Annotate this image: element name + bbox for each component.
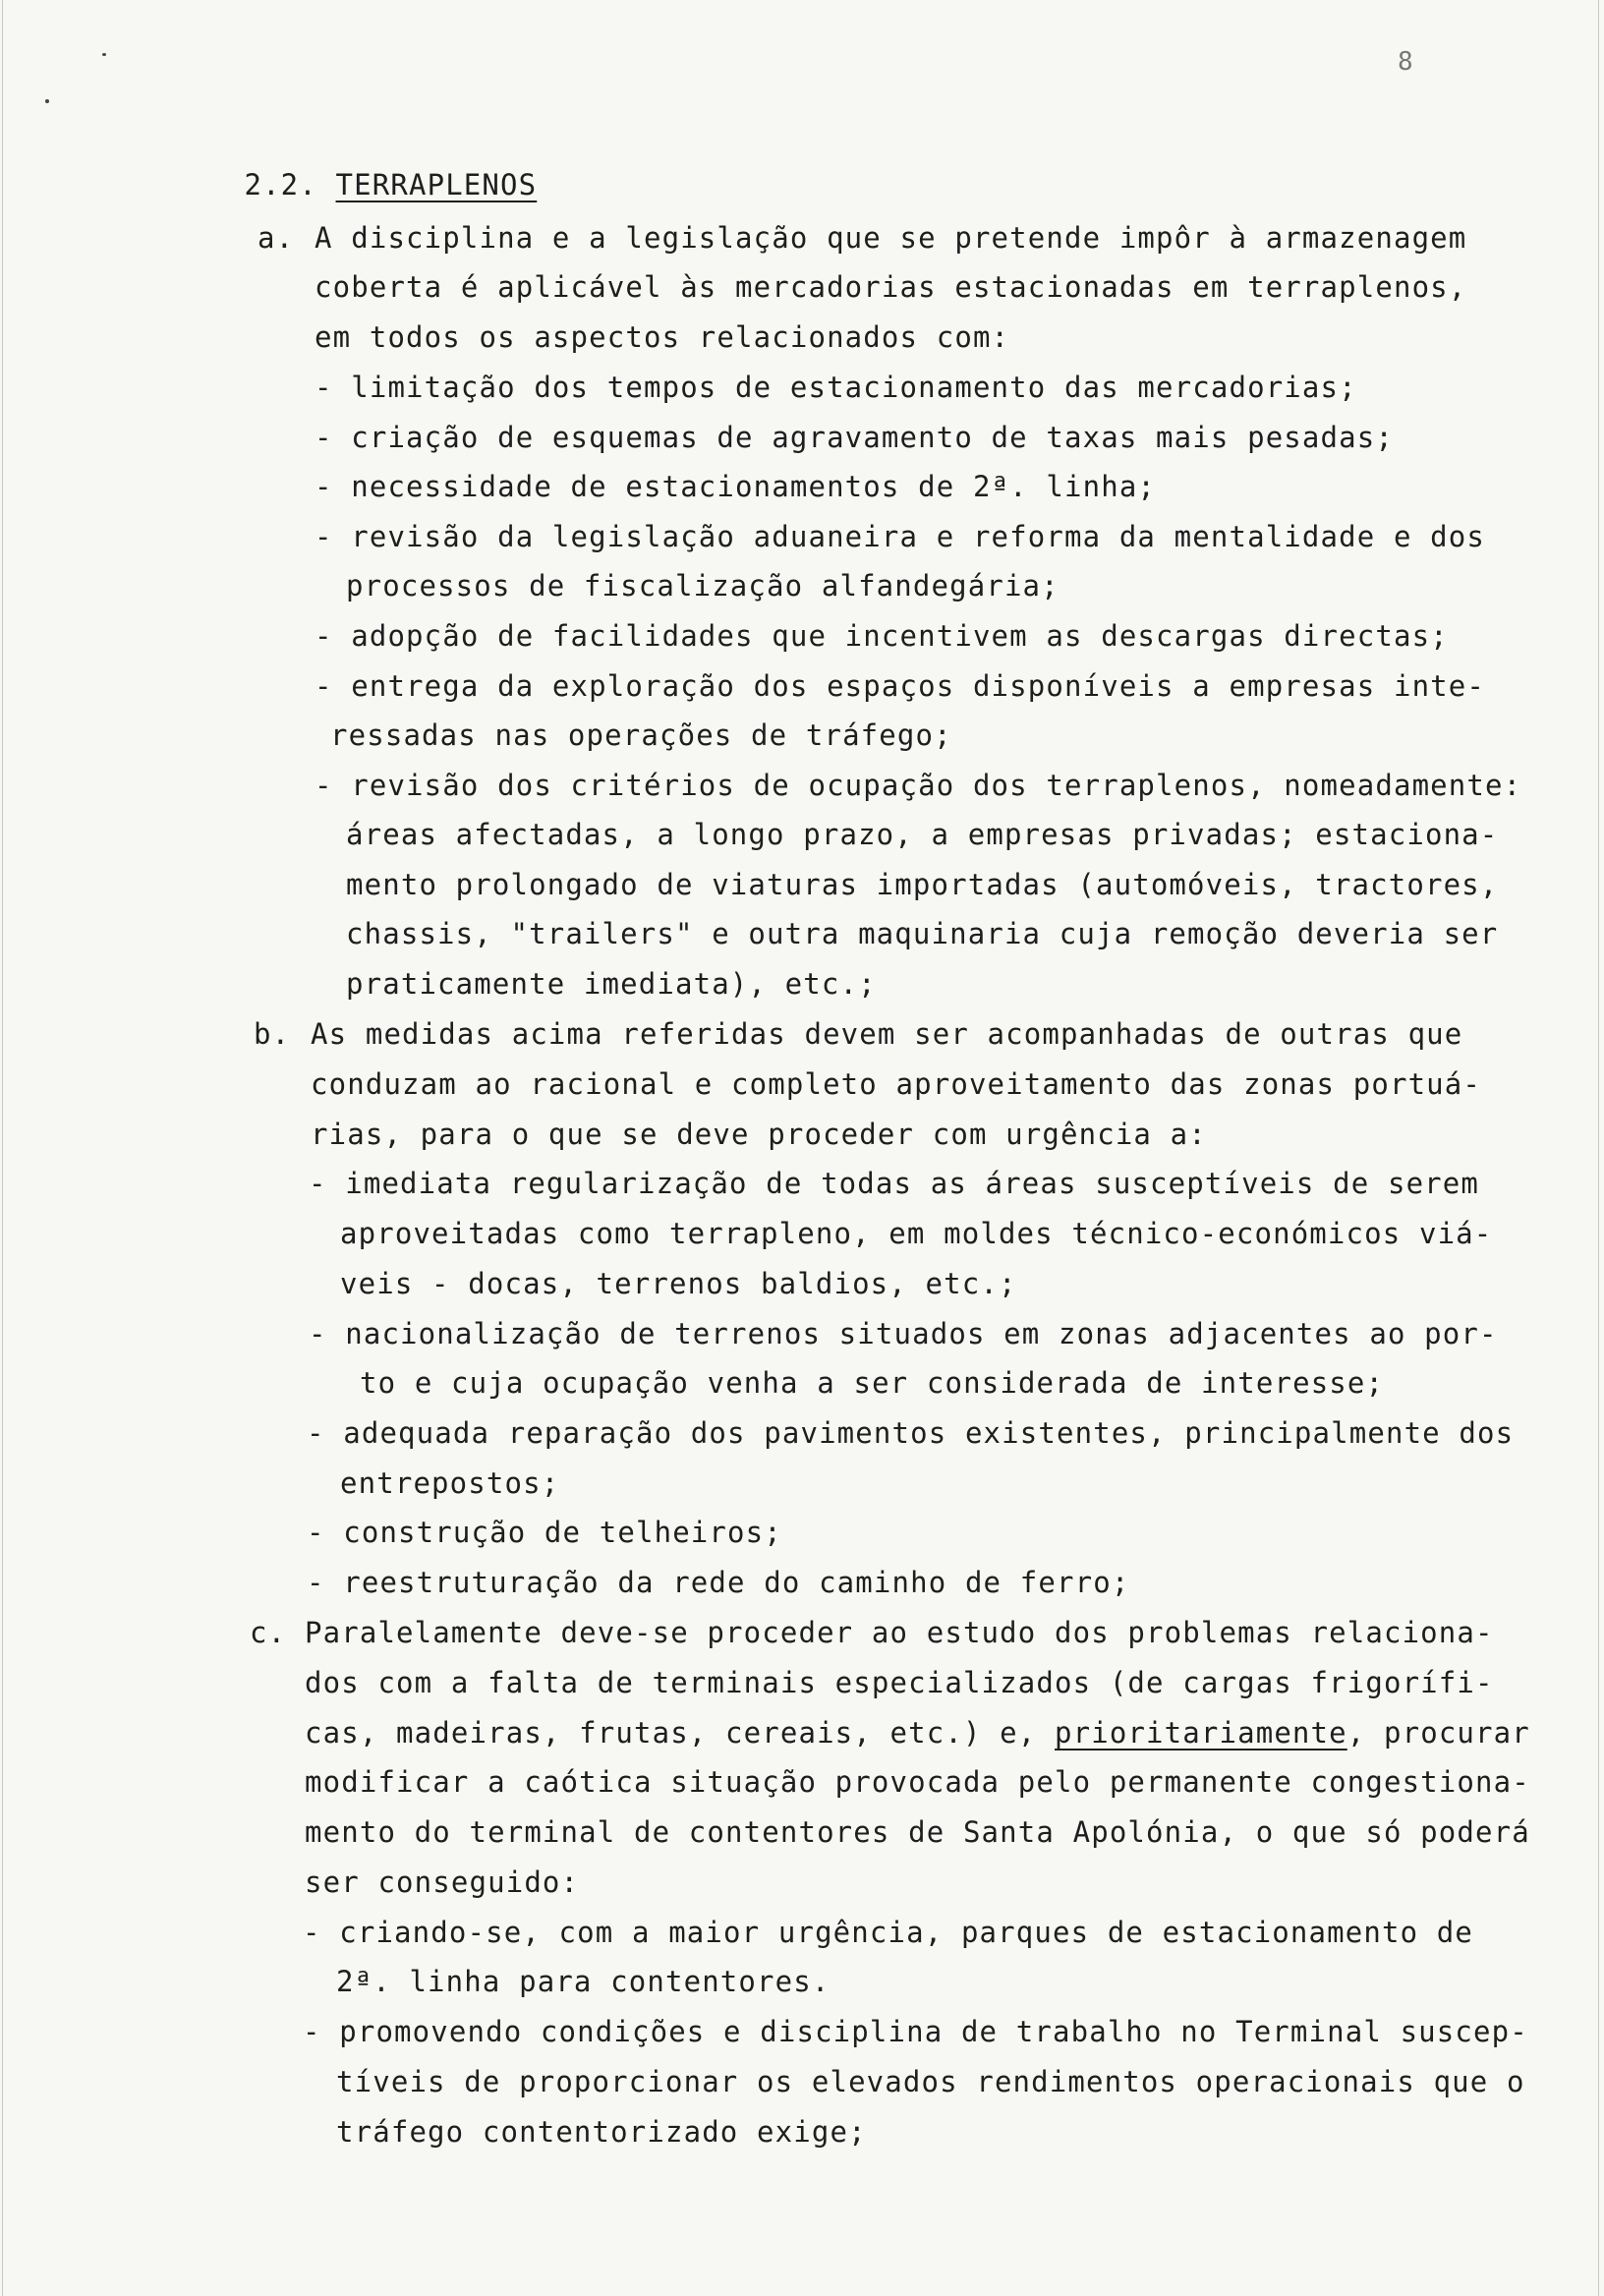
list-item-a6: - entrega da exploração dos espaços disponíveis a empresas inte- [315, 669, 1486, 703]
paragraph-c-intro-line: ser conseguido: [305, 1866, 580, 1899]
section-title: TERRAPLENOS [335, 168, 538, 201]
paragraph-c-intro-line: modificar a caótica situação provocada pelo permanente congestiona- [305, 1765, 1530, 1799]
list-item-b4: - construção de telheiros; [307, 1516, 782, 1549]
scan-speck [102, 53, 106, 56]
list-item-b1-cont: aproveitadas como terrapleno, em moldes técnico-económicos viá- [340, 1217, 1493, 1250]
list-item-a4: - revisão da legislação aduaneira e reforma da mentalidade e dos [315, 520, 1486, 553]
paragraph-c-text: , procurar [1346, 1716, 1530, 1750]
page-number: 8 [1398, 47, 1413, 77]
list-item-a6-cont: ressadas nas operações de tráfego; [330, 718, 952, 752]
paragraph-b-marker: b. [254, 1017, 291, 1051]
list-item-c1: - criando-se, com a maior urgência, parques de estacionamento de [303, 1916, 1474, 1949]
paragraph-c-intro-line [305, 1716, 1530, 1750]
list-item-b2-cont: to e cuja ocupação venha a ser considerada de interesse; [360, 1366, 1385, 1400]
list-item-a5: - adopção de facilidades que incentivem as descargas directas; [315, 619, 1449, 653]
paragraph-c-text: cas, madeiras, frutas, cereais, etc.) e, [305, 1716, 1055, 1750]
list-item-b3-cont: entrepostos; [340, 1466, 560, 1500]
underlined-word: prioritariamente [1055, 1716, 1347, 1750]
list-item-c2-cont: tíveis de proporcionar os elevados rendimentos operacionais que o [336, 2065, 1525, 2098]
list-item-b1: - imediata regularização de todas as áreas susceptíveis de serem [309, 1167, 1480, 1200]
list-item-a7: - revisão dos critérios de ocupação dos terraplenos, nomeadamente: [315, 769, 1522, 802]
list-item-c1-cont: 2ª. linha para contentores. [336, 1965, 831, 1998]
paragraph-b-intro-line: As medidas acima referidas devem ser acompanhadas de outras que [311, 1017, 1463, 1051]
list-item-c2-cont: tráfego contentorizado exige; [336, 2115, 867, 2149]
paragraph-c-intro-line: dos com a falta de terminais especializados (de cargas frigorífi- [305, 1666, 1494, 1699]
paragraph-c-intro-line: mento do terminal de contentores de Santa Apolónia, o que só poderá [305, 1815, 1530, 1849]
list-item-b5: - reestruturação da rede do caminho de ferro; [307, 1566, 1130, 1599]
list-item-a4-cont: processos de fiscalização alfandegária; [346, 569, 1060, 603]
left-page-edge [2, 0, 3, 2296]
list-item-b2: - nacionalização de terrenos situados em zonas adjacentes ao por- [309, 1317, 1498, 1350]
section-heading [171, 135, 537, 235]
paragraph-a-intro-line: A disciplina e a legislação que se pretende impôr à armazenagem [315, 221, 1467, 255]
list-item-c2: - promovendo condições e disciplina de trabalho no Terminal suscep- [303, 2015, 1528, 2048]
paragraph-b-intro-line: rias, para o que se deve proceder com urgência a: [311, 1118, 1207, 1151]
paragraph-a-intro-line: coberta é aplicável às mercadorias estacionadas em terraplenos, [315, 270, 1467, 304]
paragraph-c-marker: c. [250, 1616, 287, 1649]
right-page-edge [1598, 0, 1599, 2296]
list-item-a1: - limitação dos tempos de estacionamento das mercadorias; [315, 371, 1357, 404]
scan-speck [45, 99, 49, 103]
list-item-a7-cont: áreas afectadas, a longo prazo, a empresas privadas; estaciona- [346, 818, 1499, 851]
section-number: 2.2. [244, 168, 317, 201]
paragraph-a-marker: a. [258, 221, 295, 255]
list-item-b3: - adequada reparação dos pavimentos existentes, principalmente dos [307, 1416, 1515, 1450]
paragraph-b-intro-line: conduzam ao racional e completo aproveitamento das zonas portuá- [311, 1067, 1482, 1101]
list-item-a7-cont: mento prolongado de viaturas importadas (automóveis, tractores, [346, 868, 1499, 901]
list-item-a2: - criação de esquemas de agravamento de taxas mais pesadas; [315, 421, 1394, 454]
list-item-a7-cont: chassis, "trailers" e outra maquinaria cuja remoção deveria ser [346, 917, 1499, 950]
paragraph-a-intro-line: em todos os aspectos relacionados com: [315, 320, 1010, 354]
paragraph-c-intro-line: Paralelamente deve-se proceder ao estudo dos problemas relaciona- [305, 1616, 1494, 1649]
list-item-a7-cont: praticamente imediata), etc.; [346, 967, 877, 1001]
list-item-b1-cont: veis - docas, terrenos baldios, etc.; [340, 1267, 1017, 1300]
list-item-a3: - necessidade de estacionamentos de 2ª. linha; [315, 470, 1157, 503]
